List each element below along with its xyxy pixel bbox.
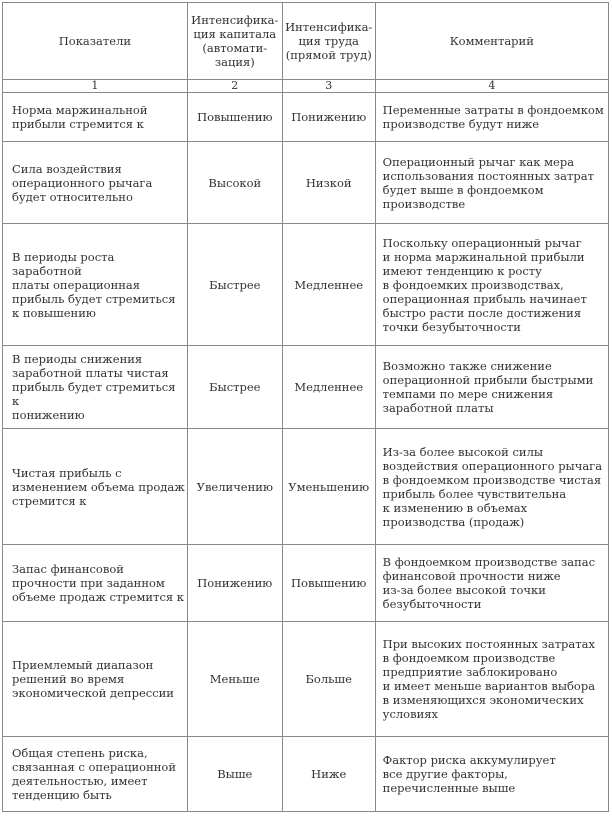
comment-cell: В фондоемком производстве запас финансовой прочности ниже из-за более высокой точки безубыточности [375,545,608,622]
indicator-cell: Чистая прибыль с изменением объема продаж стремится к [3,429,188,545]
labor-value-cell: Понижению [282,93,375,142]
table-row [3,429,609,545]
capital-value-cell: Быстрее [187,224,282,346]
capital-value-cell: Быстрее [187,346,282,429]
labor-value-cell: Низкой [282,142,375,224]
header-row [3,3,609,80]
capital-value-cell: Повышению [187,93,282,142]
comment-cell: При высоких постоянных затратах в фондоемком производстве предприятие заблокировано и имеет меньше вариантов выбора в изменяющихся экономических условиях [375,622,608,737]
comment-cell: Из-за более высокой силы воздействия операционного рычага в фондоемком производстве чистая прибыль более чувствительна к изменению в объемах производства (продаж) [375,429,608,545]
column-number-row [3,80,609,93]
table-row [3,622,609,737]
capital-value-cell: Выше [187,737,282,812]
header-indicators: Показатели [3,3,188,80]
indicator-cell: Запас финансовой прочности при заданном объеме продаж стремится к [3,545,188,622]
labor-value-cell: Ниже [282,737,375,812]
header-comment: Комментарий [375,3,608,80]
comparison-table [2,2,609,812]
table-row [3,93,609,142]
column-number: 1 [3,80,188,93]
header-labor-intensification: Интенсифика- ция труда (прямой труд) [282,3,375,80]
indicator-cell: Общая степень риска, связанная с операционной деятельностью, имеет тенденцию быть [3,737,188,812]
column-number: 2 [187,80,282,93]
comment-cell: Переменные затраты в фондоемком производстве будут ниже [375,93,608,142]
header-capital-intensification: Интенсифика- ция капитала (автомати- зация) [187,3,282,80]
capital-value-cell: Меньше [187,622,282,737]
indicator-cell: Приемлемый диапазон решений во время экономической депрессии [3,622,188,737]
labor-value-cell: Уменьшению [282,429,375,545]
indicator-cell: Сила воздействия операционного рычага будет относительно [3,142,188,224]
comment-cell: Поскольку операционный рычаг и норма маржинальной прибыли имеют тенденцию к росту в фондоемких производствах, операционная прибыль начинает быстро расти после достижения точки безубыточности [375,224,608,346]
column-number: 4 [375,80,608,93]
indicator-cell: В периоды снижения заработной платы чистая прибыль будет стремиться к понижению [3,346,188,429]
comment-cell: Операционный рычаг как мера использования постоянных затрат будет выше в фондоемком производстве [375,142,608,224]
table-row [3,545,609,622]
labor-value-cell: Медленнее [282,346,375,429]
labor-value-cell: Повышению [282,545,375,622]
capital-value-cell: Понижению [187,545,282,622]
table-row [3,224,609,346]
indicator-cell: Норма маржинальной прибыли стремится к [3,93,188,142]
comment-cell: Фактор риска аккумулирует все другие факторы, перечисленные выше [375,737,608,812]
labor-value-cell: Медленнее [282,224,375,346]
table-row [3,346,609,429]
column-number: 3 [282,80,375,93]
indicator-cell: В периоды роста заработной платы операционная прибыль будет стремиться к повышению [3,224,188,346]
comment-cell: Возможно также снижение операционной прибыли быстрыми темпами по мере снижения заработной платы [375,346,608,429]
labor-value-cell: Больше [282,622,375,737]
capital-value-cell: Увеличению [187,429,282,545]
table-row [3,142,609,224]
capital-value-cell: Высокой [187,142,282,224]
table-row [3,737,609,812]
